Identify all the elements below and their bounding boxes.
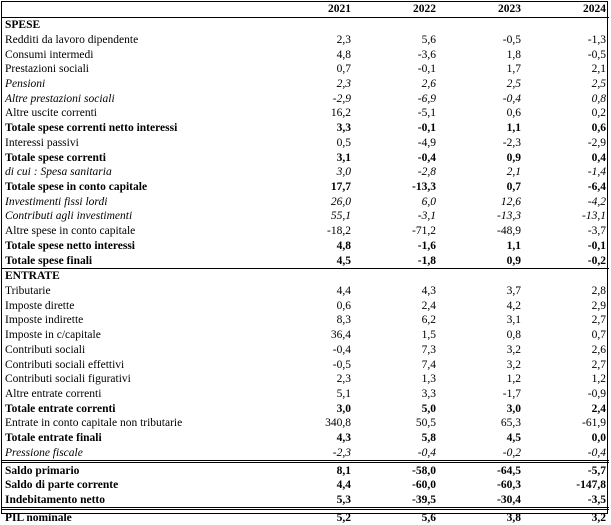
value-cell: 1,1 <box>506 122 521 135</box>
row-label: Totale entrate correnti <box>5 402 116 415</box>
row-label: Contributi agli investimenti <box>5 210 133 223</box>
value-cell: -6,9 <box>417 92 436 105</box>
value-cell: -147,8 <box>576 479 606 492</box>
value-cell <box>439 17 524 32</box>
value-cell: 4,4 <box>336 285 351 298</box>
row-label: Totale spese finali <box>5 254 93 267</box>
value-cell: 3,0 <box>336 166 351 179</box>
value-cell <box>269 268 354 283</box>
value-cell: -71,2 <box>412 225 436 238</box>
row-label: Altre prestazioni sociali <box>5 92 115 105</box>
value-cell: 0,8 <box>591 92 606 105</box>
value-cell: 16,2 <box>330 107 351 120</box>
row-label: PIL nominale <box>2 509 269 525</box>
value-cell <box>439 268 524 283</box>
value-cell: 3,7 <box>506 285 521 298</box>
value-cell: 1,1 <box>506 239 521 252</box>
row-label: Altre uscite correnti <box>5 107 97 120</box>
value-cell: -18,2 <box>327 225 351 238</box>
value-cell: 4,8 <box>336 48 351 61</box>
value-cell: 0,5 <box>336 136 351 149</box>
table-row <box>2 121 609 136</box>
value-cell: 5,3 <box>336 494 351 507</box>
value-cell: 340,8 <box>325 417 351 430</box>
value-cell <box>524 17 609 32</box>
value-cell: 65,3 <box>500 417 521 430</box>
value-cell: 8,3 <box>336 314 351 327</box>
value-cell: -2,9 <box>587 136 606 149</box>
row-label: Totale spese in conto capitale <box>5 180 148 193</box>
value-cell: -0,1 <box>587 239 606 252</box>
value-cell: 2,6 <box>421 77 436 90</box>
value-cell: -1,7 <box>502 388 521 401</box>
value-cell: -13,3 <box>497 210 521 223</box>
value-cell: -30,4 <box>497 494 521 507</box>
value-cell: 0,7 <box>591 329 606 342</box>
value-cell: 4,8 <box>336 239 351 252</box>
value-cell: -3,7 <box>587 225 606 238</box>
table-row <box>2 106 609 121</box>
table-row <box>2 298 609 313</box>
table-row <box>2 372 609 387</box>
row-label: SPESE <box>5 19 41 32</box>
table-row <box>2 180 609 195</box>
row-label: Pressione fiscale <box>5 446 83 459</box>
value-cell: 17,7 <box>330 180 351 193</box>
value-cell: 4,5 <box>336 254 351 267</box>
value-cell: 4,5 <box>506 432 521 445</box>
value-cell: 0,6 <box>506 107 521 120</box>
row-label: Altre spese in conto capitale <box>5 225 136 238</box>
value-cell: 2,3 <box>336 373 351 386</box>
table-row <box>2 47 609 62</box>
row-label: Imposte dirette <box>5 299 75 312</box>
value-cell: 5,8 <box>421 432 436 445</box>
value-cell: 6,2 <box>421 314 436 327</box>
value-cell: -4,2 <box>587 195 606 208</box>
value-cell: 3,2 <box>506 343 521 356</box>
value-cell: -1,4 <box>587 166 606 179</box>
value-cell: 0,7 <box>506 180 521 193</box>
value-cell: 3,1 <box>336 151 351 164</box>
value-cell: 3,2 <box>524 509 609 525</box>
value-cell: 1,7 <box>506 63 521 76</box>
value-cell <box>354 268 439 283</box>
value-cell: 2,7 <box>591 358 606 371</box>
row-label: Altre entrate correnti <box>5 388 102 401</box>
value-cell: -0,5 <box>587 48 606 61</box>
value-cell: -2,3 <box>502 136 521 149</box>
value-cell: -3,5 <box>587 494 606 507</box>
value-cell: -2,8 <box>417 166 436 179</box>
value-cell: 2,3 <box>336 33 351 46</box>
value-cell: 5,1 <box>336 388 351 401</box>
table-row <box>2 446 609 462</box>
row-label: ENTRATE <box>2 268 269 283</box>
table-row <box>2 401 609 416</box>
header-label-cell <box>2 2 269 17</box>
row-label: Consumi intermedi <box>5 48 94 61</box>
value-cell <box>524 268 609 283</box>
row-label: Indebitamento netto <box>5 494 105 507</box>
value-cell: -6,4 <box>587 180 606 193</box>
table-row <box>2 493 609 509</box>
value-cell: -0,4 <box>417 446 436 459</box>
value-cell: 2,1 <box>506 166 521 179</box>
value-cell: -0,4 <box>417 151 436 164</box>
value-cell: -4,9 <box>417 136 436 149</box>
value-cell: 0,8 <box>506 329 521 342</box>
value-cell: -13,3 <box>412 180 436 193</box>
value-cell: -61,9 <box>582 417 606 430</box>
value-cell: 1,2 <box>506 373 521 386</box>
row-label: Investimenti fissi lordi <box>5 195 108 208</box>
value-cell: 5,2 <box>269 509 354 525</box>
value-cell: 3,8 <box>439 509 524 525</box>
value-cell: 8,1 <box>269 462 354 478</box>
value-cell: -0,2 <box>502 446 521 459</box>
table-row <box>2 91 609 106</box>
row-label: Totale spese correnti <box>5 151 106 164</box>
value-cell: -0,5 <box>502 33 521 46</box>
row-label: Interessi passivi <box>5 136 79 149</box>
value-cell: -39,5 <box>412 494 436 507</box>
value-cell: 5,0 <box>421 402 436 415</box>
table-row <box>2 416 609 431</box>
value-cell: 0,9 <box>506 254 521 267</box>
value-cell: -0,1 <box>417 122 436 135</box>
table-row <box>2 343 609 358</box>
table-body <box>2 17 609 525</box>
value-cell: -64,5 <box>439 462 524 478</box>
value-cell: 7,3 <box>421 343 436 356</box>
value-cell: 4,3 <box>336 432 351 445</box>
row-label: Prestazioni sociali <box>5 63 89 76</box>
row-label: Imposte in c/capitale <box>5 329 101 342</box>
table-row <box>2 135 609 150</box>
value-cell: -2,9 <box>332 92 351 105</box>
value-cell: -60,3 <box>497 479 521 492</box>
year-header: 2024 <box>524 2 609 17</box>
table-row <box>2 284 609 299</box>
value-cell: -13,1 <box>582 210 606 223</box>
value-cell: 2,5 <box>591 77 606 90</box>
value-cell: 4,4 <box>336 479 351 492</box>
value-cell: 50,5 <box>415 417 436 430</box>
table-row <box>2 17 609 32</box>
table-row <box>2 253 609 268</box>
table-row <box>2 357 609 372</box>
table-row <box>2 224 609 239</box>
row-label: Saldo di parte corrente <box>5 479 119 492</box>
value-cell: -0,2 <box>587 254 606 267</box>
value-cell: 5,6 <box>354 509 439 525</box>
value-cell: -1,6 <box>417 239 436 252</box>
value-cell: 0,6 <box>591 122 606 135</box>
value-cell: -2,3 <box>332 446 351 459</box>
value-cell: 2,3 <box>336 77 351 90</box>
value-cell: -0,9 <box>587 388 606 401</box>
value-cell: 3,3 <box>336 122 351 135</box>
value-cell: 12,6 <box>500 195 521 208</box>
table-row <box>2 328 609 343</box>
value-cell: 5,6 <box>421 33 436 46</box>
year-header: 2022 <box>354 2 439 17</box>
table-row <box>2 387 609 402</box>
row-label: Totale spese netto interessi <box>5 239 136 252</box>
table-row <box>2 165 609 180</box>
value-cell: 2,4 <box>421 299 436 312</box>
value-cell: 0,7 <box>336 63 351 76</box>
value-cell <box>269 17 354 32</box>
value-cell: -3,6 <box>417 48 436 61</box>
row-label: Contributi sociali effettivi <box>5 358 125 371</box>
row-label: Totale entrate finali <box>5 432 102 445</box>
table-row <box>2 62 609 77</box>
table-row <box>2 150 609 165</box>
value-cell: -48,9 <box>497 225 521 238</box>
value-cell: 0,2 <box>591 107 606 120</box>
table-row <box>2 209 609 224</box>
value-cell: -0,4 <box>332 343 351 356</box>
forecast-table-frame <box>1 1 608 524</box>
value-cell: -0,4 <box>587 446 606 459</box>
row-label: Totale spese correnti netto interessi <box>5 122 178 135</box>
value-cell: 4,3 <box>421 285 436 298</box>
table-row <box>2 462 609 478</box>
value-cell: 2,7 <box>591 314 606 327</box>
row-label: Tributarie <box>5 285 51 298</box>
value-cell: 1,2 <box>591 373 606 386</box>
value-cell: 2,8 <box>591 285 606 298</box>
table-row <box>2 32 609 47</box>
value-cell: -0,4 <box>502 92 521 105</box>
table-row <box>2 194 609 209</box>
value-cell: 55,1 <box>330 210 351 223</box>
row-label: di cui : Spesa sanitaria <box>5 166 112 179</box>
value-cell: 4,2 <box>506 299 521 312</box>
value-cell: -58,0 <box>354 462 439 478</box>
value-cell: 7,4 <box>421 358 436 371</box>
value-cell: 3,2 <box>506 358 521 371</box>
value-cell: -5,7 <box>524 462 609 478</box>
value-cell: 0,0 <box>591 432 606 445</box>
table-row <box>2 239 609 254</box>
value-cell: -5,1 <box>417 107 436 120</box>
table-row <box>2 478 609 493</box>
value-cell: -3,1 <box>417 210 436 223</box>
value-cell: 3,0 <box>506 402 521 415</box>
year-header: 2023 <box>439 2 524 17</box>
value-cell: 1,3 <box>421 373 436 386</box>
value-cell: 0,9 <box>506 151 521 164</box>
row-label: Saldo primario <box>2 462 269 478</box>
value-cell: 3,3 <box>421 388 436 401</box>
value-cell: -0,5 <box>332 358 351 371</box>
table-row <box>2 313 609 328</box>
value-cell: 2,5 <box>506 77 521 90</box>
row-label: Redditi da lavoro dipendente <box>5 33 139 46</box>
value-cell: 0,6 <box>336 299 351 312</box>
row-label: Contributi sociali figurativi <box>5 373 131 386</box>
budget-growth-table <box>2 2 609 525</box>
row-label: Pensioni <box>5 77 46 90</box>
value-cell: 2,6 <box>591 343 606 356</box>
value-cell: -60,0 <box>412 479 436 492</box>
value-cell: 1,8 <box>506 48 521 61</box>
table-row <box>2 77 609 92</box>
value-cell: -1,3 <box>587 33 606 46</box>
value-cell <box>354 17 439 32</box>
value-cell: -1,8 <box>417 254 436 267</box>
table-row <box>2 431 609 446</box>
row-label: Entrate in conto capitale non tributarie <box>5 417 183 430</box>
year-header: 2021 <box>269 2 354 17</box>
value-cell: 2,9 <box>591 299 606 312</box>
value-cell: 2,1 <box>591 63 606 76</box>
value-cell: 3,1 <box>506 314 521 327</box>
table-header-row <box>2 2 609 17</box>
row-label: Imposte indirette <box>5 314 84 327</box>
value-cell: 26,0 <box>330 195 351 208</box>
value-cell: 0,4 <box>591 151 606 164</box>
value-cell: 6,0 <box>421 195 436 208</box>
value-cell: 2,4 <box>591 402 606 415</box>
value-cell: -0,1 <box>417 63 436 76</box>
row-label: Contributi sociali <box>5 343 86 356</box>
table-row <box>2 268 609 283</box>
value-cell: 1,5 <box>421 329 436 342</box>
value-cell: 36,4 <box>330 329 351 342</box>
value-cell: 3,0 <box>336 402 351 415</box>
